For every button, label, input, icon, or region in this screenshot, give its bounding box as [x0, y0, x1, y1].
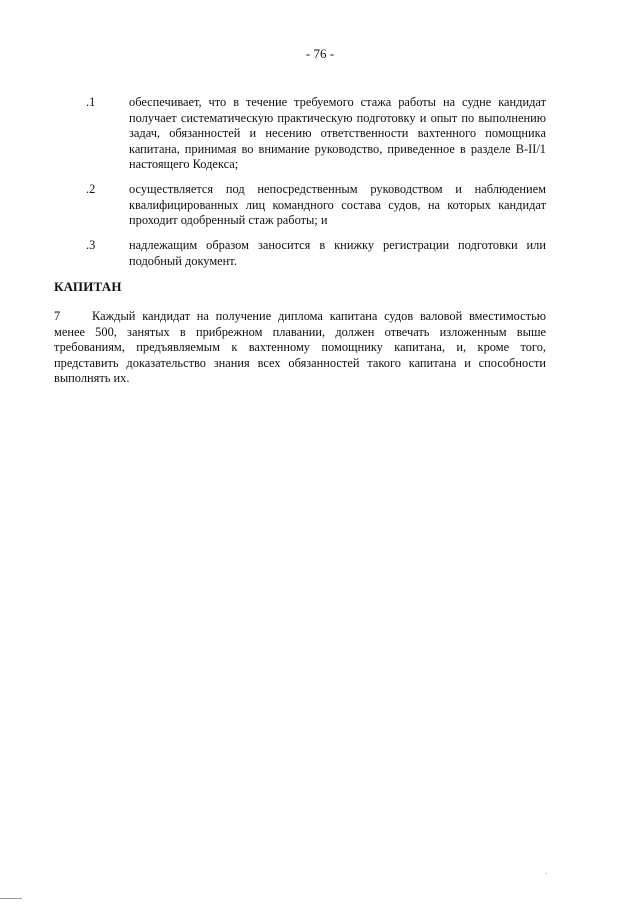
- list-item-text: обеспечивает, что в течение требуемого стажа работы на судне кандидат получает систематическую практическую подготовку и опыт по выполнению задач, обязанностей и несению ответственности вахтенного помощника капитана, принимая во внимание руководство, приведенное в разделе B-II/1 настоящего Кодекса;: [129, 95, 546, 172]
- paragraph-number: 7: [54, 309, 61, 323]
- numbered-paragraph: [54, 309, 546, 387]
- list-item-text: осуществляется под непосредственным руководством и наблюдением квалифицированных лиц командного состава судов, на которых кандидат проходит одобренный стаж работы; и: [129, 182, 546, 228]
- list-item-number: .1: [86, 95, 96, 109]
- paragraph-text: Каждый кандидат на получение диплома капитана судов валовой вместимостью менее 500, занятых в прибрежном плавании, должен отвечать изложенным выше требованиям, предъявляемым к вахтенному помощнику капитана, и, кроме того, представить доказательство знания всех обязанностей такого капитана и способности выполнять их.: [54, 309, 546, 386]
- list-item-number: .2: [86, 182, 96, 196]
- scan-speck: [546, 873, 547, 874]
- list-item-number: .3: [86, 238, 96, 252]
- page-number: - 76 -: [305, 46, 335, 61]
- list-item-text: надлежащим образом заносится в книжку регистрации подготовки или подобный документ.: [129, 238, 546, 268]
- scan-edge-mark: [0, 898, 22, 899]
- list-item: [86, 95, 546, 173]
- section-heading: КАПИТАН: [54, 279, 122, 294]
- list-item: [86, 182, 546, 229]
- list-item: [86, 238, 546, 269]
